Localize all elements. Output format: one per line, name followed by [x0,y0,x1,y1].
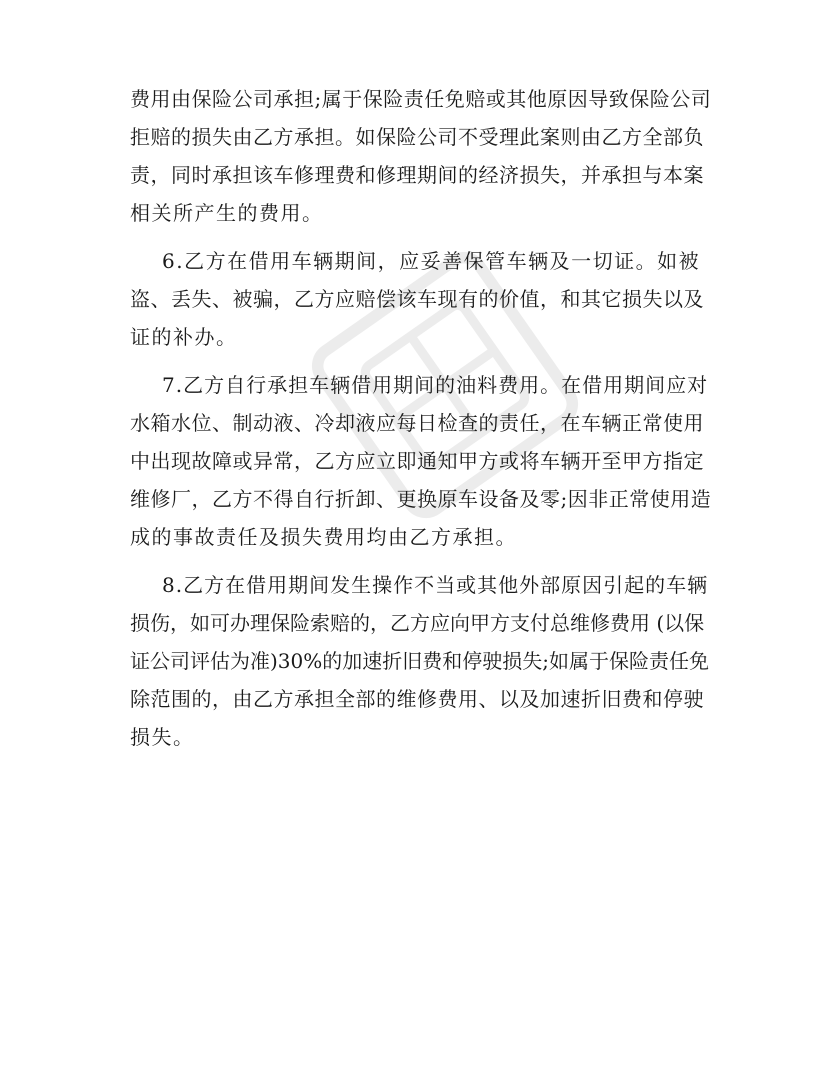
paragraph-6 [130,242,715,356]
paragraph-line: 除范围的，由乙方承担全部的维修费用、以及加速折旧费和停驶 [130,687,704,711]
paragraph-line: 证公司评估为准)30%的加速折旧费和停驶损失;如属于保险责任免 [130,649,709,673]
contract-text [130,80,715,756]
paragraph-line: 相关所产生的费用。 [130,201,324,225]
paragraph-8 [130,566,715,756]
paragraph-1 [130,80,715,232]
paragraph-7 [130,366,715,556]
paragraph-line: 7.乙方自行承担车辆借用期间的油料费用。在借用期间应对 [162,373,709,397]
paragraph-line: 责，同时承担该车修理费和修理期间的经济损失，并承担与本案 [130,163,704,187]
paragraph-line: 6.乙方在借用车辆期间，应妥善保管车辆及一切证。如被 [162,249,701,273]
paragraph-line: 8.乙方在借用期间发生操作不当或其他外部原因引起的车辆 [162,573,709,597]
paragraph-line: 盗、丢失、被骗，乙方应赔偿该车现有的价值，和其它损失以及 [130,287,704,311]
paragraph-line: 中出现故障或异常，乙方应立即通知甲方或将车辆开至甲方指定 [130,449,704,473]
paragraph-line: 成的事故责任及损失费用均由乙方承担。 [130,525,517,549]
paragraph-line: 证的补办。 [130,325,238,349]
paragraph-line: 拒赔的损失由乙方承担。如保险公司不受理此案则由乙方全部负 [130,125,704,149]
paragraph-line: 水箱水位、制动液、冷却液应每日检查的责任，在车辆正常使用 [130,411,704,435]
paragraph-line: 损伤，如可办理保险索赔的，乙方应向甲方支付总维修费用 (以保 [130,611,705,635]
paragraph-line: 损失。 [130,725,195,749]
paragraph-line: 费用由保险公司承担;属于保险责任免赔或其他原因导致保险公司 [130,87,712,111]
paragraph-line: 维修厂，乙方不得自行折卸、更换原车设备及零;因非正常使用造 [130,487,712,511]
